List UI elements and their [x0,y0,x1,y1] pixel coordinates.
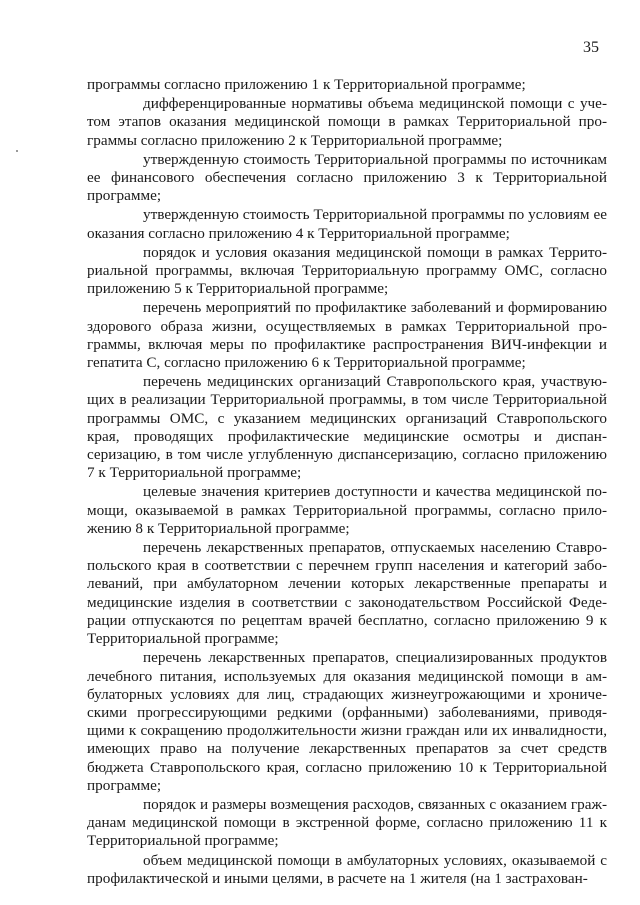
margin-mark [16,150,18,152]
paragraph-item-appendix-9: перечень лекарственных препаратов, отпускаемых населению Ставропольского края в соответствии с перечнем групп населения и категорий заболеваний, при амбулаторном лечении которых лекарственные препараты и медицинские изделия в соответствии с законодательством Российской Федерации отпускаются по рецептам врачей бесплатно, согласно приложению 9 к Территориальной программе; [87,539,607,648]
paragraph-item-volume: объем медицинской помощи в амбулаторных условиях, оказываемой с профилактической и иными целями, в расчете на 1 жителя (на 1 застрахован- [87,851,607,887]
paragraph-item-appendix-5: порядок и условия оказания медицинской помощи в рамках Территориальной программы, включая Территориальную программу ОМС, согласно приложению 5 к Территориальной программе; [87,243,607,298]
page-number: 35 [583,39,599,56]
paragraph-item-appendix-6: перечень мероприятий по профилактике заболеваний и формированию здорового образа жизни, осуществляемых в рамках Территориальной программы, включая меры по профилактике распространения ВИЧ-инфекции и гепатита С, согласно приложению 6 к Территориальной программе; [87,299,607,372]
paragraph-item-appendix-10: перечень лекарственных препаратов, специализированных продуктов лечебного питания, используемых для оказания медицинской помощи в амбулаторных условиях для лиц, страдающих жизнеугрожающими и хроническими прогрессирующими редкими (орфанными) заболеваниями, приводящими к сокращению продолжительности жизни граждан или их инвалидности, имеющих право на получение лекарственных препаратов за счет средств бюджета Ставропольского края, согласно приложению 10 к Территориальной программе; [87,649,607,794]
paragraph-item-appendix-8: целевые значения критериев доступности и качества медицинской помощи, оказываемой в рамках Территориальной программы, согласно приложению 8 к Территориальной программе; [87,483,607,537]
paragraph-item-appendix-2: дифференцированные нормативы объема медицинской помощи с учетом этапов оказания медицинской помощи в рамках Территориальной программы согласно приложению 2 к Территориальной программе; [87,95,607,149]
paragraph-item-appendix-11: порядок и размеры возмещения расходов, связанных с оказанием гражданам медицинской помощи в экстренной форме, согласно приложению 11 к Территориальной программе; [87,795,607,850]
paragraph-continuation: программы согласно приложению 1 к Территориальной программе; [87,76,526,93]
paragraph-item-appendix-7: перечень медицинских организаций Ставропольского края, участвующих в реализации Территориальной программы, в том числе Территориальной программы ОМС, с указанием медицинских организаций Ставропольского края, проводящих профилактические медицинские осмотры и диспансеризацию, в том числе углубленную диспансеризацию, согласно приложению 7 к Территориальной программе; [87,373,607,482]
paragraph-item-appendix-4: утвержденную стоимость Территориальной программы по условиям ее оказания согласно приложению 4 к Территориальной программе; [87,206,607,242]
document-body [87,76,607,888]
paragraph-item-appendix-3: утвержденную стоимость Территориальной программы по источникам ее финансового обеспечения согласно приложению 3 к Территориальной программе; [87,150,607,205]
